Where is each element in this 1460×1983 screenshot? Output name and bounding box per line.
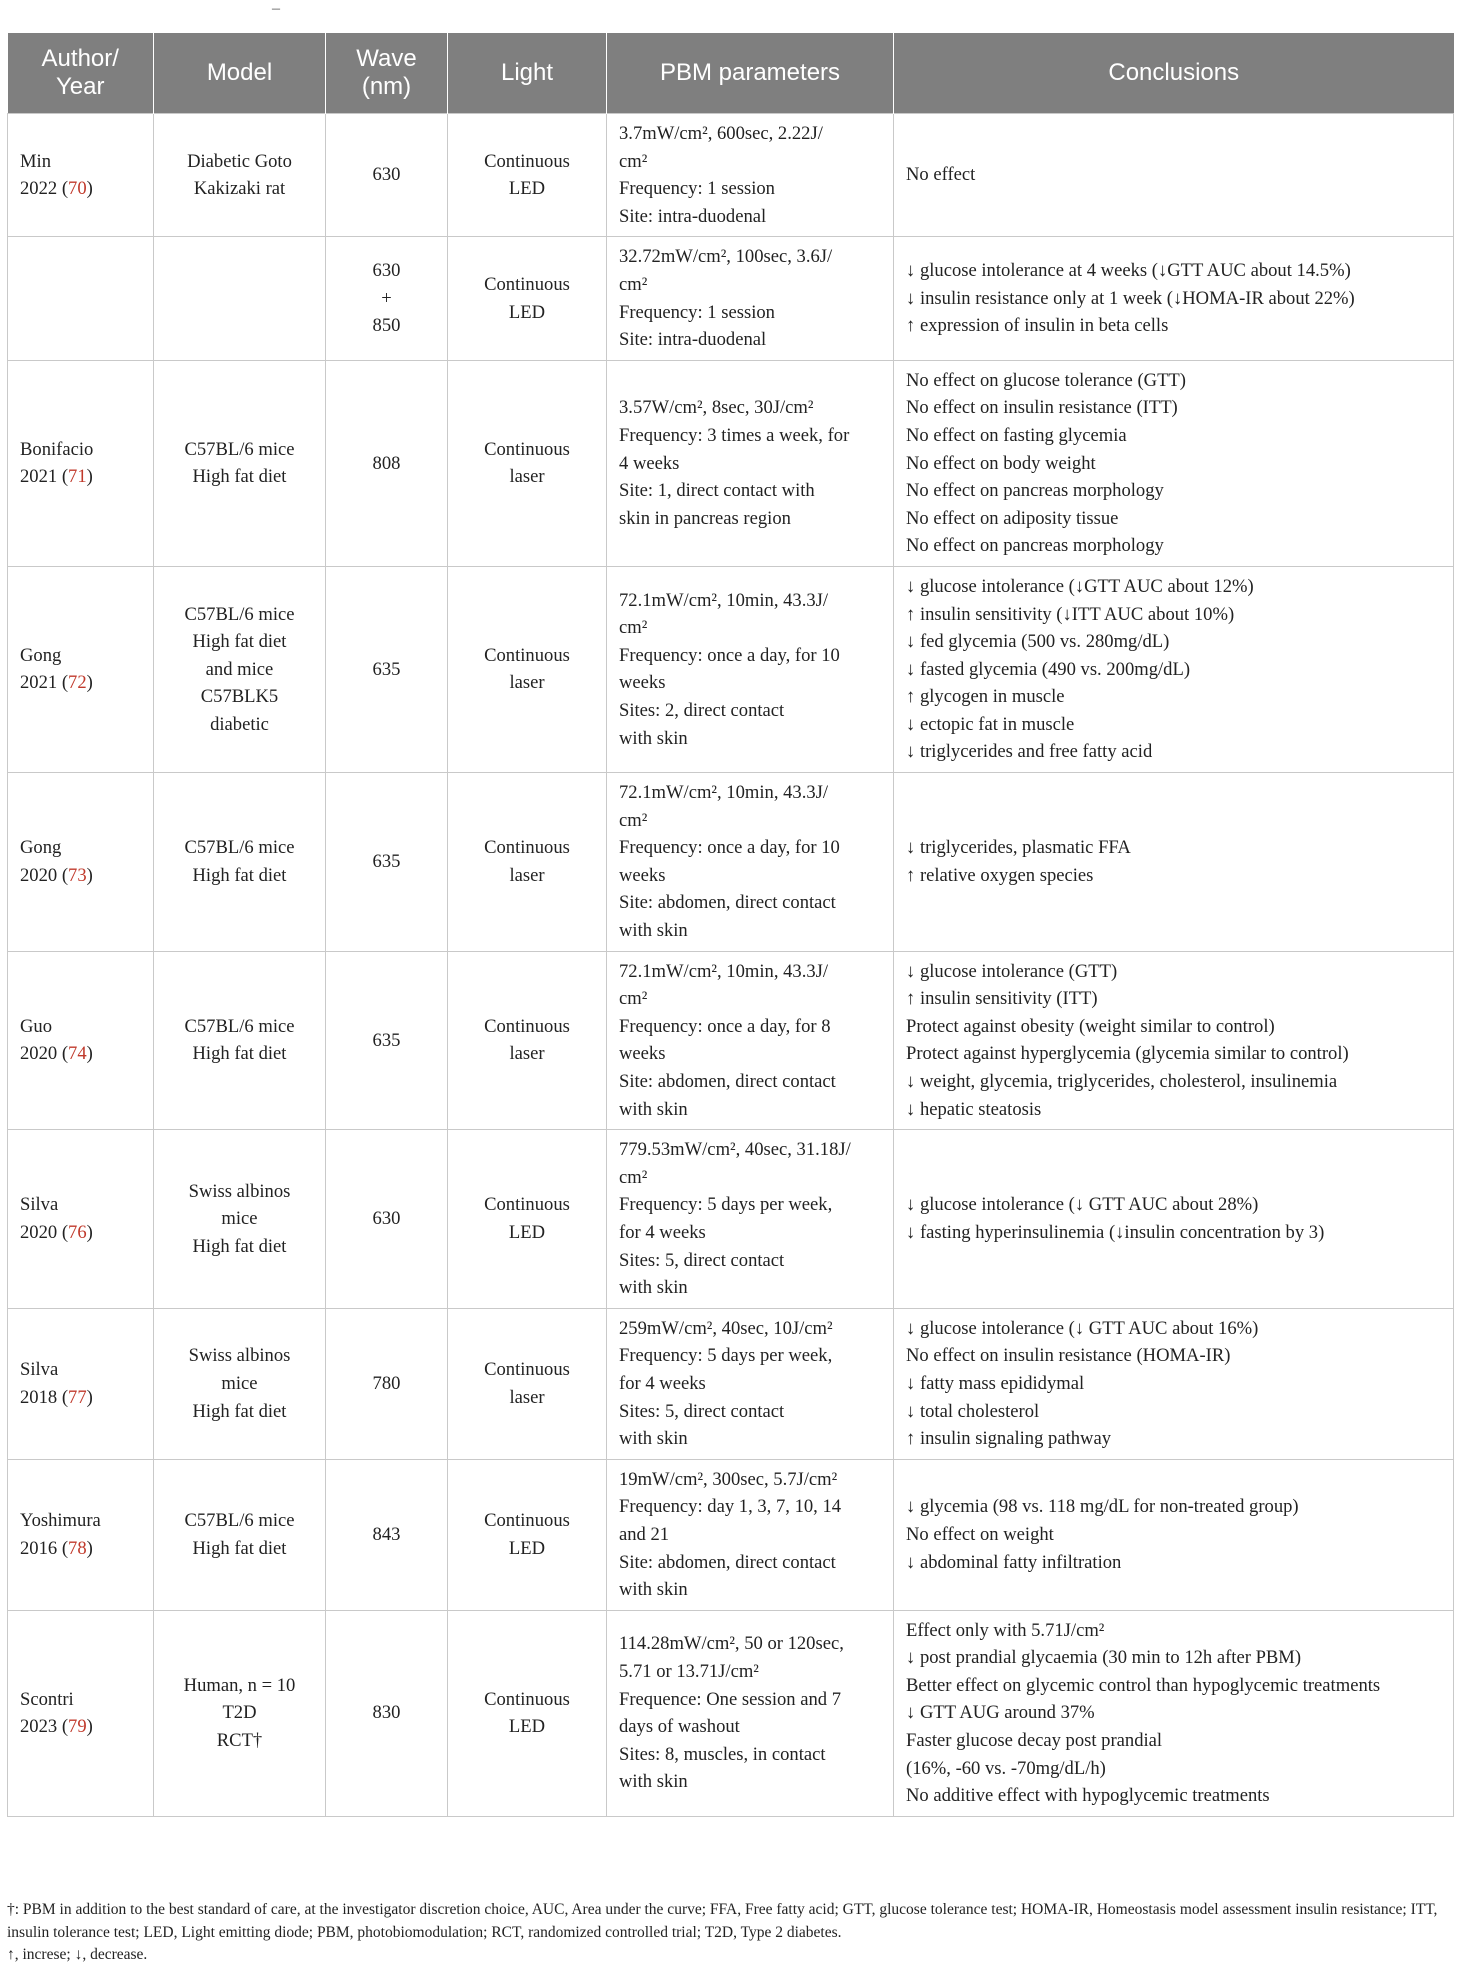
cell-wave: 630 + 850 xyxy=(326,237,448,360)
cell-author-year xyxy=(8,1459,154,1610)
cell-conclusions: ↓ glucose intolerance (↓ GTT AUC about 16%) No effect on insulin resistance (HOMA-IR) ↓ fatty mass epididymal ↓ total cholesterol ↑ insulin signaling pathway xyxy=(894,1308,1454,1459)
cell-wave: 780 xyxy=(326,1308,448,1459)
study-year: 2020 ( xyxy=(20,1043,69,1065)
study-year: 2018 ( xyxy=(20,1386,69,1408)
study-year-close: ) xyxy=(86,1221,93,1243)
table-row xyxy=(8,951,1454,1130)
cell-wave: 630 xyxy=(326,1130,448,1309)
cell-pbm-parameters: 259mW/cm², 40sec, 10J/cm² Frequency: 5 days per week, for 4 weeks Sites: 5, direct contact with skin xyxy=(607,1308,894,1459)
cell-pbm-parameters: 114.28mW/cm², 50 or 120sec, 5.71 or 13.71J/cm² Frequence: One session and 7 days of washout Sites: 8, muscles, in contact with skin xyxy=(607,1610,894,1816)
cell-wave: 635 xyxy=(326,951,448,1130)
reference-link[interactable]: 71 xyxy=(68,466,87,488)
footnote-abbreviations: †: PBM in addition to the best standard of care, at the investigator discretion choice, AUC, Area under the curve; FFA, Free fatty acid; GTT, glucose tolerance test; HOMA-IR, Homeostasis model assessment insulin resistance; ITT, insulin tolerance test; LED, Light emitting diode; PBM, photobiomodulation; RCT, randomized controlled trial; T2D, Type 2 diabetes. xyxy=(7,1901,1438,1941)
cell-model: C57BL/6 mice High fat diet xyxy=(154,1459,326,1610)
header-model: Model xyxy=(154,33,326,114)
author-name: Gong xyxy=(20,644,62,666)
study-year-close: ) xyxy=(86,864,93,886)
reference-link[interactable]: 70 xyxy=(68,178,87,200)
reference-link[interactable]: 77 xyxy=(68,1386,87,1408)
reference-link[interactable]: 78 xyxy=(68,1537,87,1559)
reference-link[interactable]: 79 xyxy=(68,1716,87,1738)
table-body xyxy=(8,114,1454,1817)
cell-model: Swiss albinos mice High fat diet xyxy=(154,1308,326,1459)
table-row xyxy=(8,566,1454,772)
author-name: Bonifacio xyxy=(20,438,94,460)
author-name: Scontri xyxy=(20,1688,74,1710)
cell-wave: 635 xyxy=(326,566,448,772)
cell-light: Continuous LED xyxy=(448,1610,607,1816)
author-name: Silva xyxy=(20,1359,59,1381)
cell-light: Continuous LED xyxy=(448,237,607,360)
table-row xyxy=(8,237,1454,360)
cell-light: Continuous laser xyxy=(448,951,607,1130)
cell-light: Continuous LED xyxy=(448,1459,607,1610)
cell-pbm-parameters: 779.53mW/cm², 40sec, 31.18J/ cm² Frequency: 5 days per week, for 4 weeks Sites: 5, direct contact with skin xyxy=(607,1130,894,1309)
cell-conclusions: ↓ glycemia (98 vs. 118 mg/dL for non-treated group) No effect on weight ↓ abdominal fatty infiltration xyxy=(894,1459,1454,1610)
cell-pbm-parameters: 72.1mW/cm², 10min, 43.3J/ cm² Frequency: once a day, for 8 weeks Site: abdomen, direct contact with skin xyxy=(607,951,894,1130)
cell-conclusions: ↓ triglycerides, plasmatic FFA ↑ relative oxygen species xyxy=(894,773,1454,952)
cell-wave: 843 xyxy=(326,1459,448,1610)
header-conclusions: Conclusions xyxy=(894,33,1454,114)
cell-author-year xyxy=(8,1130,154,1309)
top-mark: – xyxy=(272,0,280,17)
cell-light: Continuous LED xyxy=(448,1130,607,1309)
cell-model xyxy=(154,237,326,360)
reference-link[interactable]: 73 xyxy=(68,864,87,886)
cell-model: C57BL/6 mice High fat diet xyxy=(154,360,326,566)
study-year-close: ) xyxy=(86,1043,93,1065)
cell-author-year xyxy=(8,773,154,952)
cell-wave: 630 xyxy=(326,114,448,237)
cell-model: C57BL/6 mice High fat diet and mice C57BLK5 diabetic xyxy=(154,566,326,772)
cell-author-year xyxy=(8,566,154,772)
cell-light: Continuous LED xyxy=(448,114,607,237)
cell-conclusions: Effect only with 5.71J/cm² ↓ post prandial glycaemia (30 min to 12h after PBM) Better effect on glycemic control than hypoglycemic treatments ↓ GTT AUG around 37% Faster glucose decay post prandial (16%, -60 vs. -70mg/dL/h) No additive effect with hypoglycemic treatments xyxy=(894,1610,1454,1816)
cell-light: Continuous laser xyxy=(448,773,607,952)
cell-light: Continuous laser xyxy=(448,566,607,772)
cell-author-year xyxy=(8,360,154,566)
author-name: Min xyxy=(20,150,51,172)
cell-wave: 635 xyxy=(326,773,448,952)
cell-model: C57BL/6 mice High fat diet xyxy=(154,773,326,952)
study-year-close: ) xyxy=(86,672,93,694)
study-year: 2020 ( xyxy=(20,864,69,886)
cell-author-year xyxy=(8,237,154,360)
footnote-arrows: ↑, increse; ↓, decrease. xyxy=(7,1946,148,1963)
study-year-close: ) xyxy=(86,178,93,200)
cell-model: C57BL/6 mice High fat diet xyxy=(154,951,326,1130)
cell-author-year xyxy=(8,951,154,1130)
study-year: 2016 ( xyxy=(20,1537,69,1559)
header-pbm-parameters: PBM parameters xyxy=(607,33,894,114)
cell-pbm-parameters: 3.57W/cm², 8sec, 30J/cm² Frequency: 3 times a week, for 4 weeks Site: 1, direct contact with skin in pancreas region xyxy=(607,360,894,566)
cell-conclusions: No effect on glucose tolerance (GTT) No effect on insulin resistance (ITT) No effect on fasting glycemia No effect on body weight No effect on pancreas morphology No effect on adiposity tissue No effect on pancreas morphology xyxy=(894,360,1454,566)
cell-wave: 830 xyxy=(326,1610,448,1816)
cell-model: Human, n = 10 T2D RCT† xyxy=(154,1610,326,1816)
table-row xyxy=(8,1459,1454,1610)
cell-author-year xyxy=(8,1308,154,1459)
pbm-studies-table xyxy=(7,33,1454,1817)
table-row xyxy=(8,360,1454,566)
cell-wave: 808 xyxy=(326,360,448,566)
study-year-close: ) xyxy=(86,466,93,488)
header-author-year: Author/ Year xyxy=(8,33,154,114)
reference-link[interactable]: 72 xyxy=(68,672,87,694)
study-year-close: ) xyxy=(86,1537,93,1559)
cell-conclusions: No effect xyxy=(894,114,1454,237)
cell-conclusions: ↓ glucose intolerance at 4 weeks (↓GTT AUC about 14.5%) ↓ insulin resistance only at 1 week (↓HOMA-IR about 22%) ↑ expression of insulin in beta cells xyxy=(894,237,1454,360)
reference-link[interactable]: 76 xyxy=(68,1221,87,1243)
header-wave: Wave (nm) xyxy=(326,33,448,114)
study-year: 2020 ( xyxy=(20,1221,69,1243)
table-footnote xyxy=(7,1899,1447,1967)
study-year-close: ) xyxy=(86,1386,93,1408)
reference-link[interactable]: 74 xyxy=(68,1043,87,1065)
table-row xyxy=(8,773,1454,952)
study-year: 2021 ( xyxy=(20,466,69,488)
study-year-close: ) xyxy=(86,1716,93,1738)
cell-model: Diabetic Goto Kakizaki rat xyxy=(154,114,326,237)
cell-pbm-parameters: 32.72mW/cm², 100sec, 3.6J/ cm² Frequency: 1 session Site: intra-duodenal xyxy=(607,237,894,360)
cell-pbm-parameters: 72.1mW/cm², 10min, 43.3J/ cm² Frequency: once a day, for 10 weeks Site: abdomen, direct contact with skin xyxy=(607,773,894,952)
cell-conclusions: ↓ glucose intolerance (GTT) ↑ insulin sensitivity (ITT) Protect against obesity (weight similar to control) Protect against hyperglycemia (glycemia similar to control) ↓ weight, glycemia, triglycerides, cholesterol, insulinemia ↓ hepatic steatosis xyxy=(894,951,1454,1130)
table-row xyxy=(8,1308,1454,1459)
author-name: Silva xyxy=(20,1194,59,1216)
author-name: Guo xyxy=(20,1015,53,1037)
cell-conclusions: ↓ glucose intolerance (↓ GTT AUC about 28%) ↓ fasting hyperinsulinemia (↓insulin concentration by 3) xyxy=(894,1130,1454,1309)
cell-pbm-parameters: 72.1mW/cm², 10min, 43.3J/ cm² Frequency: once a day, for 10 weeks Sites: 2, direct contact with skin xyxy=(607,566,894,772)
cell-author-year xyxy=(8,1610,154,1816)
cell-model: Swiss albinos mice High fat diet xyxy=(154,1130,326,1309)
author-name: Gong xyxy=(20,837,62,859)
cell-conclusions: ↓ glucose intolerance (↓GTT AUC about 12%) ↑ insulin sensitivity (↓ITT AUC about 10%) ↓ fed glycemia (500 vs. 280mg/dL) ↓ fasted glycemia (490 vs. 200mg/dL) ↑ glycogen in muscle ↓ ectopic fat in muscle ↓ triglycerides and free fatty acid xyxy=(894,566,1454,772)
header-row xyxy=(8,33,1454,114)
study-year: 2023 ( xyxy=(20,1716,69,1738)
author-name: Yoshimura xyxy=(20,1510,101,1532)
header-light: Light xyxy=(448,33,607,114)
table-row xyxy=(8,114,1454,237)
table-row xyxy=(8,1610,1454,1816)
cell-pbm-parameters: 19mW/cm², 300sec, 5.7J/cm² Frequency: day 1, 3, 7, 10, 14 and 21 Site: abdomen, direct contact with skin xyxy=(607,1459,894,1610)
study-year: 2022 ( xyxy=(20,178,69,200)
cell-light: Continuous laser xyxy=(448,360,607,566)
cell-pbm-parameters: 3.7mW/cm², 600sec, 2.22J/ cm² Frequency: 1 session Site: intra-duodenal xyxy=(607,114,894,237)
table-row xyxy=(8,1130,1454,1309)
study-year: 2021 ( xyxy=(20,672,69,694)
cell-author-year xyxy=(8,114,154,237)
cell-light: Continuous laser xyxy=(448,1308,607,1459)
